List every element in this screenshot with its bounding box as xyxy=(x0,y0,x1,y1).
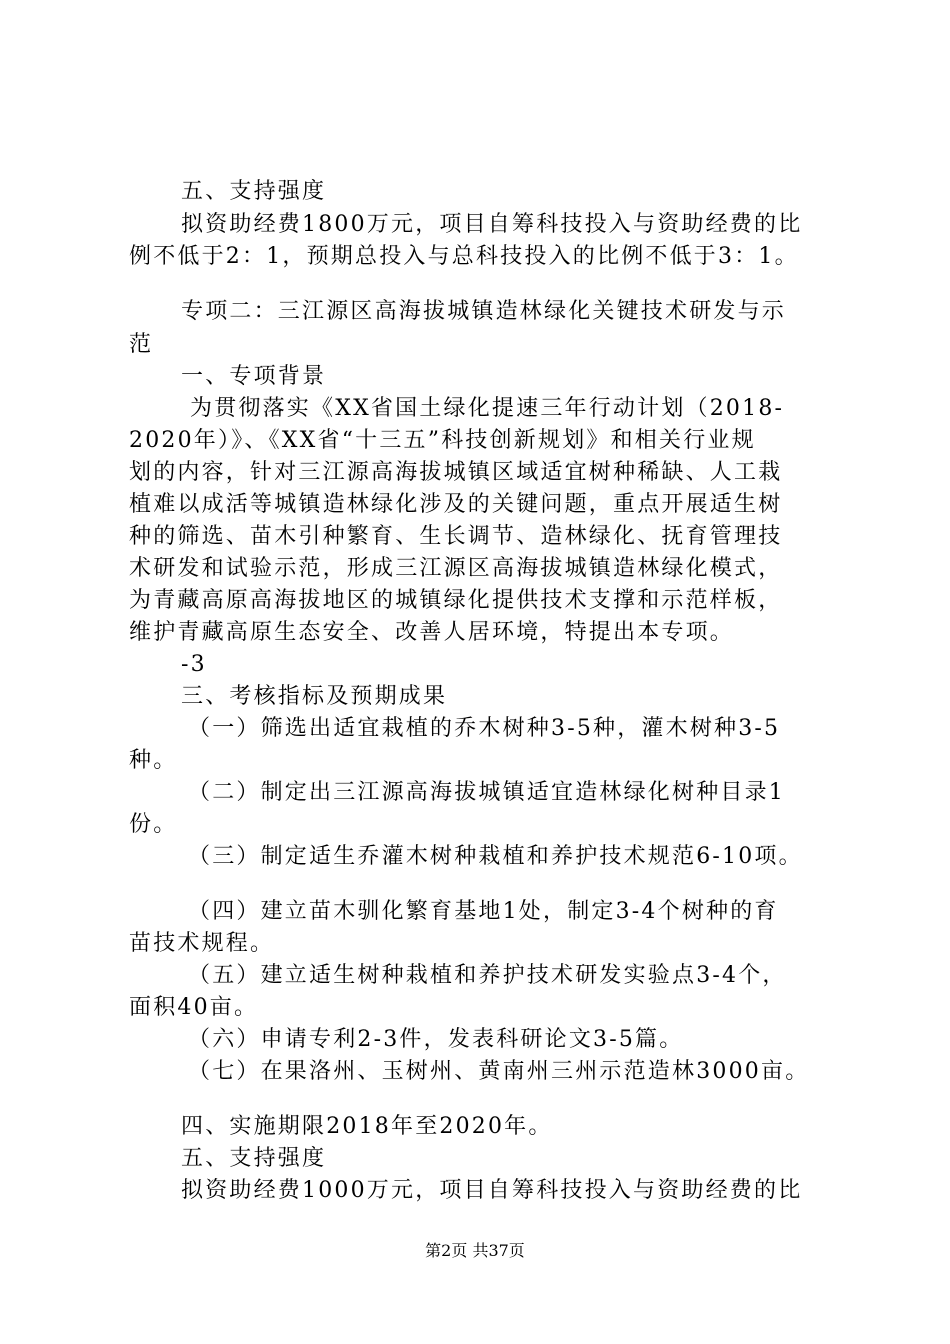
page-footer: 第2页 共37页 xyxy=(425,1241,525,1260)
paragraph-line: 为青藏高原高海拔地区的城镇绿化提供技术支撑和示范样板， xyxy=(129,588,783,613)
list-item-continued: 面积40亩。 xyxy=(129,995,259,1020)
section-heading-indicators: 三、考核指标及预期成果 xyxy=(181,684,448,709)
section-heading-support: 五、支持强度 xyxy=(181,1146,327,1171)
list-item: （一）筛选出适宜栽植的乔木树种3-5种，灌木树种3-5 xyxy=(188,716,781,741)
paragraph-line: 2020年）》、《XX省“十三五”科技创新规划》和相关行业规 xyxy=(129,428,756,453)
list-item: （三）制定适生乔灌木树种栽植和养护技术规范6-10项。 xyxy=(188,844,803,869)
project-title: 专项二：三江源区高海拔城镇造林绿化关键技术研发与示 xyxy=(181,299,787,324)
paragraph-line: 维护青藏高原生态安全、改善人居环境，特提出本专项。 xyxy=(129,620,735,645)
paragraph-line: 植难以成活等城镇造林绿化涉及的关键问题，重点开展适生树 xyxy=(129,492,783,517)
paragraph-line: 拟资助经费1000万元，项目自筹科技投入与资助经费的比 xyxy=(181,1178,803,1203)
list-item: （六）申请专利2-3件，发表科研论文3-5篇。 xyxy=(188,1027,684,1052)
list-item: （四）建立苗木驯化繁育基地1处，制定3-4个树种的育 xyxy=(188,899,779,924)
project-title-continued: 范 xyxy=(129,332,154,357)
paragraph-line: 术研发和试验示范，形成三江源区高海拔城镇造林绿化模式， xyxy=(129,556,783,581)
section-heading-support: 五、支持强度 xyxy=(181,179,327,204)
paragraph-line: 例不低于2：1，预期总投入与总科技投入的比例不低于3：1。 xyxy=(129,244,799,269)
list-item: （五）建立适生树种栽植和养护技术研发实验点3-4个， xyxy=(188,963,787,988)
section-heading-background: 一、专项背景 xyxy=(181,364,327,389)
stray-marker: -3 xyxy=(181,652,207,677)
paragraph-line: 划的内容，针对三江源高海拔城镇区域适宜树种稀缺、人工栽 xyxy=(129,460,783,485)
list-item-continued: 种。 xyxy=(129,748,178,773)
paragraph-line: 拟资助经费1800万元，项目自筹科技投入与资助经费的比 xyxy=(181,212,803,237)
list-item: （七）在果洛州、玉树州、黄南州三州示范造林3000亩。 xyxy=(188,1059,810,1084)
list-item-continued: 苗技术规程。 xyxy=(129,931,275,956)
list-item-continued: 份。 xyxy=(129,812,178,837)
paragraph-line: 种的筛选、苗木引种繁育、生长调节、造林绿化、抚育管理技 xyxy=(129,524,783,549)
paragraph-line: 为贯彻落实《XX省国土绿化提速三年行动计划（2018- xyxy=(190,396,785,421)
list-item: （二）制定出三江源高海拔城镇适宜造林绿化树种目录1 xyxy=(188,780,785,805)
section-heading-period: 四、实施期限2018年至2020年。 xyxy=(181,1114,553,1139)
